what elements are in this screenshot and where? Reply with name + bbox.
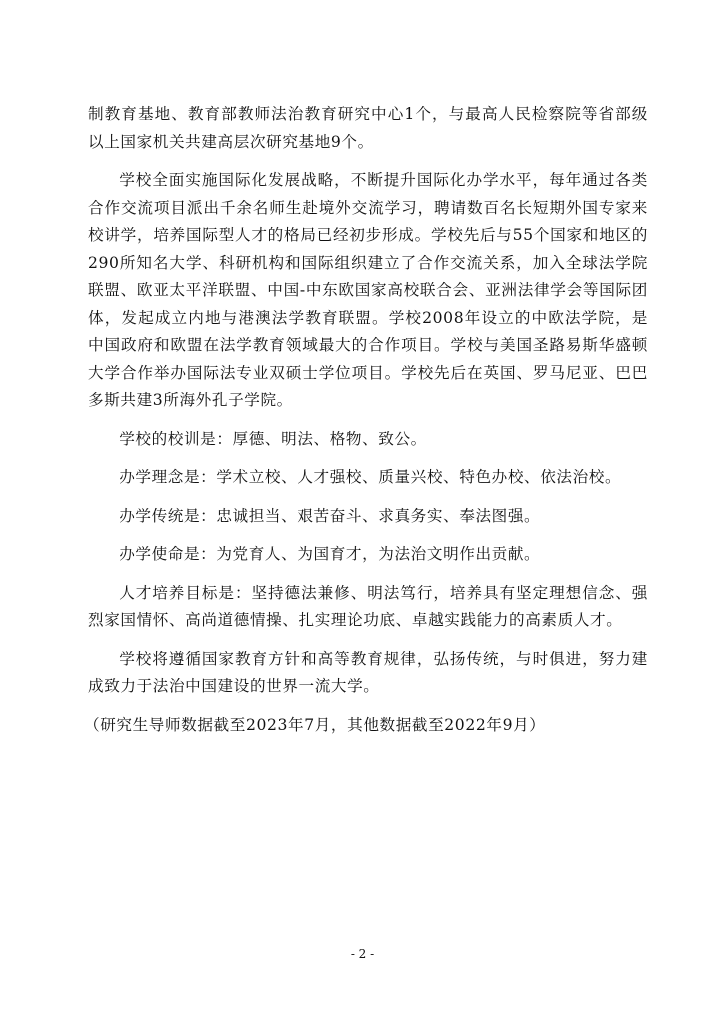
paragraph-tradition: 办学传统是：忠诚担当、艰苦奋斗、求真务实、奉法图强。 bbox=[119, 506, 541, 525]
paragraph-continuation: 制教育基地、教育部教师法治教育研究中心1个，与最高人民检察院等省部级以上国家机关共建高层次研究基地9个。 bbox=[88, 105, 648, 151]
paragraph-motto: 学校的校训是：厚德、明法、格物、致公。 bbox=[119, 429, 427, 448]
paragraph-internationalization: 学校全面实施国际化发展战略，不断提升国际化办学水平，每年通过各类合作交流项目派出千余名师生赴境外交流学习，聘请数百名长短期外国专家来校讲学，培养国际型人才的格局已经初步形成。学校先后与55个国家和地区的290所知名大学、科研机构和国际组织建立了合作交流关系，加入全球法学院联盟、欧亚太平洋联盟、中国-中东欧国家高校联合会、亚洲法律学会等国际团体，发起成立内地与港澳法学教育联盟。学校2008年设立的中欧法学院，是中国政府和欧盟在法学教育领域最大的合作项目。学校与美国圣路易斯华盛顿大学合作举办国际法专业双硕士学位项目。学校先后在英国、罗马尼亚、巴巴多斯共建3所海外孔子学院。 bbox=[88, 171, 648, 409]
page-number: - 2 - bbox=[350, 947, 375, 961]
paragraph-talent-goal: 人才培养目标是：坚持德法兼修、明法笃行，培养具有坚定理想信念、强烈家国情怀、高尚道德情操、扎实理论功底、卓越实践能力的高素质人才。 bbox=[88, 583, 648, 629]
paragraph-vision: 学校将遵循国家教育方针和高等教育规律，弘扬传统，与时俱进，努力建成致力于法治中国建设的世界一流大学。 bbox=[88, 649, 648, 695]
document-body bbox=[84, 101, 648, 750]
paragraph-philosophy: 办学理念是：学术立校、人才强校、质量兴校、特色办校、依法治校。 bbox=[119, 468, 622, 486]
paragraph-mission: 办学使命是：为党育人、为国育才，为法治文明作出贡献。 bbox=[119, 545, 541, 563]
data-note: （研究生导师数据截至2023年7月，其他数据截至2022年9月） bbox=[84, 715, 546, 734]
